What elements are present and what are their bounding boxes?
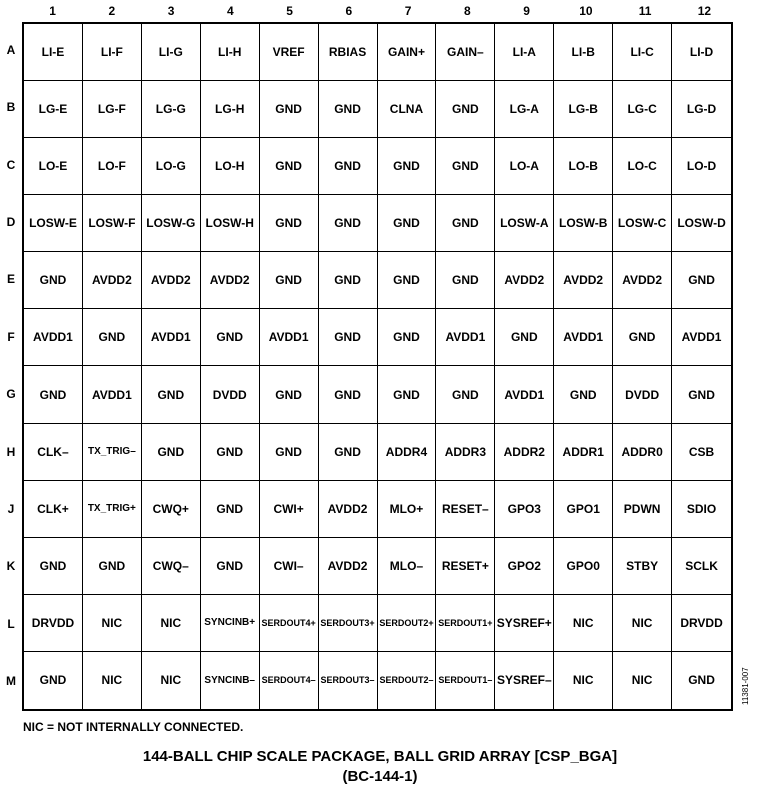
ball-cell: AVDD2 xyxy=(319,538,378,595)
ball-cell: CWI– xyxy=(260,538,319,595)
ball-cell: LI-B xyxy=(554,24,613,81)
ball-cell: SDIO xyxy=(672,481,731,538)
ball-cell: GND xyxy=(24,366,83,423)
ball-cell: GND xyxy=(554,366,613,423)
ball-cell: GND xyxy=(378,366,437,423)
ball-cell: DRVDD xyxy=(672,595,731,652)
ball-cell: RESET– xyxy=(436,481,495,538)
row-label: L xyxy=(7,616,15,631)
ball-cell: GND xyxy=(319,138,378,195)
ball-cell: DVDD xyxy=(613,366,672,423)
ball-cell: GND xyxy=(24,538,83,595)
ball-cell: GAIN– xyxy=(436,24,495,81)
ball-cell: AVDD1 xyxy=(83,366,142,423)
column-label: 2 xyxy=(108,4,116,18)
ball-cell: GND xyxy=(24,652,83,709)
ball-cell: GND xyxy=(319,309,378,366)
ball-cell: LG-D xyxy=(672,81,731,138)
ball-cell: GND xyxy=(378,309,437,366)
ball-cell: RESET+ xyxy=(436,538,495,595)
ball-cell: AVDD2 xyxy=(83,252,142,309)
ball-cell: GND xyxy=(319,252,378,309)
ball-cell: GND xyxy=(613,309,672,366)
ball-cell: NIC xyxy=(83,595,142,652)
column-label: 11 xyxy=(638,4,652,18)
package-code: (BC-144-1) xyxy=(342,768,418,785)
ball-cell: LG-F xyxy=(83,81,142,138)
row-label: G xyxy=(6,387,16,402)
ball-cell: LOSW-G xyxy=(142,195,201,252)
ball-cell: GPO2 xyxy=(495,538,554,595)
ball-cell: AVDD1 xyxy=(142,309,201,366)
column-label: 12 xyxy=(697,4,712,18)
ball-cell: RBIAS xyxy=(319,24,378,81)
ball-cell: GND xyxy=(378,252,437,309)
ball-cell: AVDD1 xyxy=(436,309,495,366)
ball-cell: VREF xyxy=(260,24,319,81)
ball-cell: LO-B xyxy=(554,138,613,195)
ball-cell: CLNA xyxy=(378,81,437,138)
ball-cell: CWQ– xyxy=(142,538,201,595)
row-label: D xyxy=(6,214,16,229)
ball-cell: CSB xyxy=(672,424,731,481)
ball-cell: LG-E xyxy=(24,81,83,138)
ball-cell: GND xyxy=(260,424,319,481)
column-label: 8 xyxy=(464,4,471,18)
ball-cell: NIC xyxy=(554,652,613,709)
ball-cell: LI-E xyxy=(24,24,83,81)
column-label: 4 xyxy=(227,4,234,18)
ball-cell: AVDD1 xyxy=(672,309,731,366)
ball-cell: LO-A xyxy=(495,138,554,195)
ball-cell: SYNCINB+ xyxy=(201,595,260,652)
ball-cell: STBY xyxy=(613,538,672,595)
ball-cell: GPO3 xyxy=(495,481,554,538)
ball-cell: AVDD2 xyxy=(142,252,201,309)
ball-cell: AVDD1 xyxy=(495,366,554,423)
ball-cell: LI-C xyxy=(613,24,672,81)
ball-cell: ADDR0 xyxy=(613,424,672,481)
ball-cell: GND xyxy=(688,673,715,688)
ball-cell: NIC xyxy=(554,595,613,652)
column-label: 1 xyxy=(49,4,56,18)
column-headers xyxy=(23,0,734,22)
ball-cell: SERDOUT4+ xyxy=(260,595,319,652)
ball-cell: GPO1 xyxy=(554,481,613,538)
column-label: 5 xyxy=(286,4,293,18)
ball-cell: GND xyxy=(260,252,319,309)
ball-cell: LI-A xyxy=(495,24,554,81)
ball-cell: AVDD1 xyxy=(554,309,613,366)
ball-cell: GND xyxy=(260,138,319,195)
ball-cell: AVDD1 xyxy=(260,309,319,366)
ball-cell: LO-G xyxy=(142,138,201,195)
ball-cell: LOSW-H xyxy=(201,195,260,252)
ball-cell: NIC xyxy=(142,595,201,652)
ball-cell: DVDD xyxy=(201,366,260,423)
row-label: H xyxy=(6,444,16,459)
ball-cell: LG-B xyxy=(554,81,613,138)
ball-cell: GND xyxy=(672,252,731,309)
row-label: E xyxy=(6,272,15,287)
ball-cell: PDWN xyxy=(613,481,672,538)
ball-cell: GND xyxy=(201,481,260,538)
ball-cell: AVDD2 xyxy=(554,252,613,309)
ball-cell: GND xyxy=(201,538,260,595)
ball-cell: CWI+ xyxy=(260,481,319,538)
ball-cell: GND xyxy=(24,252,83,309)
ball-cell: ADDR2 xyxy=(495,424,554,481)
ball-cell: GND xyxy=(378,138,437,195)
ball-cell: GND xyxy=(142,424,201,481)
ball-cell: NIC xyxy=(142,652,201,709)
nic-note: NIC = NOT INTERNALLY CONNECTED. xyxy=(23,720,244,734)
ball-cell: SERDOUT4– xyxy=(260,652,319,709)
ball-cell: LO-C xyxy=(613,138,672,195)
ball-cell: GND xyxy=(201,309,260,366)
ball-cell: CLK– xyxy=(24,424,83,481)
column-label: 10 xyxy=(579,4,593,18)
column-label: 3 xyxy=(167,4,175,18)
ball-cell: AVDD2 xyxy=(201,252,260,309)
ball-cell: LI-H xyxy=(201,24,260,81)
row-headers xyxy=(0,22,22,712)
ball-cell: GND xyxy=(319,195,378,252)
ball-cell: ADDR3 xyxy=(436,424,495,481)
ball-cell: SYNCINB– xyxy=(201,652,260,709)
ball-cell: LI-G xyxy=(142,24,201,81)
ball-cell: GND xyxy=(436,138,495,195)
ball-cell: SERDOUT2– xyxy=(378,652,437,709)
ball-cell: GND xyxy=(495,309,554,366)
ball-cell: GND xyxy=(260,195,319,252)
ball-cell: AVDD2 xyxy=(319,481,378,538)
ball-cell: LOSW-E xyxy=(24,195,83,252)
row-label: F xyxy=(7,329,15,344)
row-label: K xyxy=(6,559,16,574)
ball-cell: LO-H xyxy=(201,138,260,195)
ball-cell: ADDR4 xyxy=(378,424,437,481)
ball-cell: LO-E xyxy=(24,138,83,195)
ball-cell: DRVDD xyxy=(24,595,83,652)
row-label: A xyxy=(6,42,16,57)
ball-cell: GND xyxy=(672,366,731,423)
ball-cell: SERDOUT1– xyxy=(436,652,495,709)
ball-cell: GND xyxy=(378,195,437,252)
ball-cell: GND xyxy=(142,366,201,423)
ball-cell: LG-G xyxy=(142,81,201,138)
ball-cell: LOSW-D xyxy=(672,195,731,252)
ball-cell: AVDD2 xyxy=(613,252,672,309)
ball-cell: GND xyxy=(260,366,319,423)
figure-id: 11381-007 xyxy=(741,667,750,705)
ball-cell: GND xyxy=(260,81,319,138)
ball-cell: MLO– xyxy=(378,538,437,595)
row-label: B xyxy=(6,100,16,115)
ball-cell: MLO+ xyxy=(378,481,437,538)
ball-cell: LG-A xyxy=(495,81,554,138)
ball-cell: ADDR1 xyxy=(554,424,613,481)
ball-cell: GND xyxy=(436,195,495,252)
ball-cell: GND xyxy=(319,366,378,423)
row-label: J xyxy=(7,502,15,517)
ball-cell: NIC xyxy=(83,652,142,709)
row-label: M xyxy=(6,674,16,689)
ball-cell: NIC xyxy=(613,652,672,709)
package-caption: 144-BALL CHIP SCALE PACKAGE, BALL GRID ARRAY [CSP_BGA] xyxy=(142,748,618,765)
ball-cell: TX_TRIG+ xyxy=(83,481,142,538)
ball-cell: LG-H xyxy=(201,81,260,138)
ball-grid xyxy=(22,22,733,711)
ball-cell: AVDD2 xyxy=(495,252,554,309)
row-label: C xyxy=(6,157,16,172)
ball-cell: GND xyxy=(436,81,495,138)
ball-cell: SYSREF– xyxy=(495,652,554,709)
ball-cell: GND xyxy=(83,538,142,595)
ball-cell: LI-F xyxy=(83,24,142,81)
ball-cell: TX_TRIG– xyxy=(83,424,142,481)
ball-cell: AVDD1 xyxy=(24,309,83,366)
ball-cell: LO-D xyxy=(672,138,731,195)
ball-cell: LOSW-F xyxy=(83,195,142,252)
ball-cell: SERDOUT2+ xyxy=(378,595,437,652)
ball-cell: GND xyxy=(319,81,378,138)
ball-cell: SYSREF+ xyxy=(495,595,554,652)
ball-cell: SERDOUT3– xyxy=(319,652,378,709)
ball-cell: SCLK xyxy=(672,538,731,595)
ball-cell: GAIN+ xyxy=(378,24,437,81)
ball-cell: GND xyxy=(201,424,260,481)
ball-cell: GND xyxy=(436,366,495,423)
ball-cell: CWQ+ xyxy=(142,481,201,538)
ball-cell: LI-D xyxy=(672,24,731,81)
column-label: 7 xyxy=(404,4,412,18)
ball-cell: GND xyxy=(319,424,378,481)
ball-cell: GND xyxy=(436,252,495,309)
column-label: 6 xyxy=(345,4,353,18)
ball-cell: GPO0 xyxy=(554,538,613,595)
ball-cell: LOSW-A xyxy=(495,195,554,252)
ball-cell: LOSW-C xyxy=(613,195,672,252)
ball-cell: LO-F xyxy=(83,138,142,195)
ball-cell: SERDOUT1+ xyxy=(436,595,495,652)
ball-cell: GND xyxy=(83,309,142,366)
column-label: 9 xyxy=(523,4,530,18)
ball-cell: LG-C xyxy=(613,81,672,138)
ball-cell: SERDOUT3+ xyxy=(319,595,378,652)
ball-cell: LOSW-B xyxy=(554,195,613,252)
ball-cell: NIC xyxy=(613,595,672,652)
ball-cell: CLK+ xyxy=(24,481,83,538)
